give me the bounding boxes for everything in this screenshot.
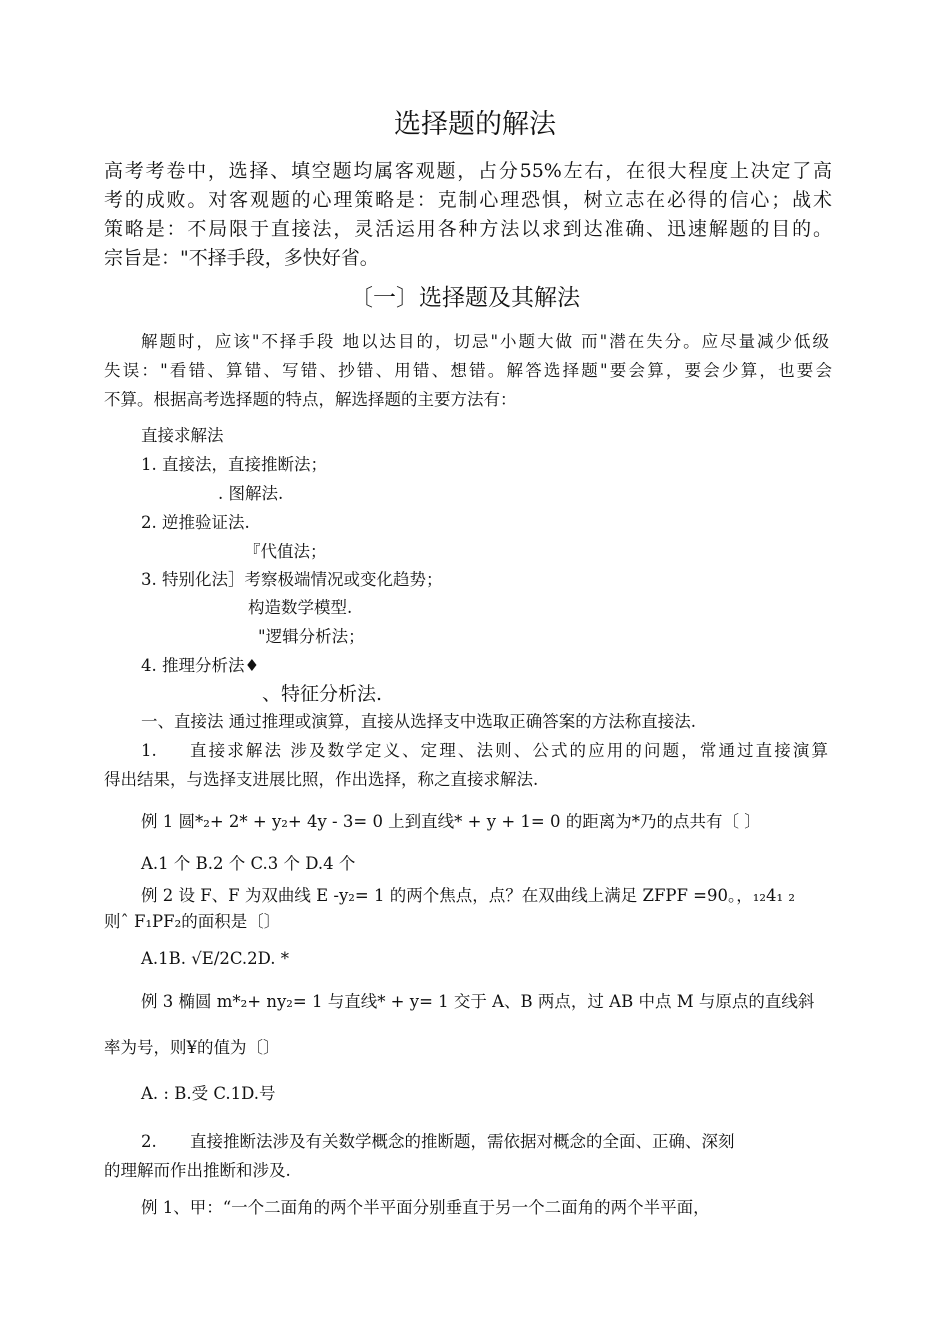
paragraph-line: 解题时，应该"不择手段 地以达目的，切忌"小题大做 而"潜在失分。应尽量减少低级	[141, 332, 829, 351]
example-question: 则ˆ F₁PF₂的面积是〔〕	[104, 912, 281, 931]
example-options: A. : B.受 C.1D.号	[141, 1084, 276, 1103]
intro-line: 考的成败。对客观题的心理策略是：克制心理恐惧，树立志在必得的信心；战术	[104, 189, 832, 211]
outline-root: 直接求解法	[141, 426, 224, 445]
paragraph-line: 直接推断法涉及有关数学概念的推断题，需依据对概念的全面、正确、深刻	[190, 1132, 735, 1151]
outline-subitem: 构造数学模型.	[248, 598, 353, 617]
outline-item: 1. 直接法，直接推断法；	[141, 455, 327, 474]
example-options: A.1B. √E/2C.2D. *	[141, 949, 290, 968]
paragraph-line: 得出结果，与选择支进展比照，作出选择，称之直接求解法.	[104, 770, 539, 789]
intro-line: 高考考卷中，选择、填空题均属客观题，占分55%左右，在很大程度上决定了高	[104, 160, 832, 182]
outline-item: 4. 推理分析法♦	[141, 656, 260, 675]
section-heading: 〔一〕选择题及其解法	[350, 285, 580, 311]
page-title: 选择题的解法	[394, 109, 556, 140]
example-question: 例 1、甲：“一个二面角的两个半平面分别垂直于另一个二面角的两个半平面，	[141, 1198, 710, 1217]
paragraph-line: 不算。根据高考选择题的特点，解选择题的主要方法有：	[104, 390, 517, 409]
intro-line: 策略是：不局限于直接法，灵活运用各种方法以求到达准确、迅速解题的目的。	[104, 218, 832, 240]
example-options: A.1 个 B.2 个 C.3 个 D.4 个	[141, 854, 356, 873]
outline-subitem: 『代值法；	[244, 542, 327, 561]
item-number: 2.	[141, 1132, 157, 1151]
paragraph-line: 失误："看错、算错、写错、抄错、用错、想错。解答选择题"要会算，要会少算，也要会	[104, 361, 832, 380]
outline-subitem: 、特征分析法.	[262, 683, 383, 705]
paragraph-line: 的理解而作出推断和涉及.	[104, 1161, 291, 1180]
outline-item: 3. 特别化法］考察极端情况或变化趋势；	[141, 570, 443, 589]
outline-subitem: "逻辑分析法；	[258, 627, 365, 646]
example-question: 例 2 设 F、F 为双曲线 E -y₂= 1 的两个焦点，点？在双曲线上满足 ZFPF =90。，₁₂4₁ ₂	[141, 886, 795, 905]
method-definition: 一、直接法 通过推理或演算，直接从选择支中选取正确答案的方法称直接法.	[141, 712, 696, 731]
example-question: 例 1 圆*₂+ 2* + y₂+ 4y - 3= 0 上到直线* + y + 1= 0 的距离为*乃的点共有〔 〕	[141, 812, 761, 831]
outline-item: 2. 逆推验证法.	[141, 513, 250, 532]
item-number: 1.	[141, 741, 157, 760]
example-question: 例 3 椭圆 m*₂+ ny₂= 1 与直线* + y= 1 交于 A、B 两点，过 AB 中点 M 与原点的直线斜	[141, 992, 815, 1011]
paragraph-line: 直接求解法 涉及数学定义、定理、法则、公式的应用的问题，常通过直接演算	[190, 741, 828, 760]
example-question: 率为号，则¥的值为〔〕	[104, 1038, 280, 1057]
intro-line: 宗旨是："不择手段，多快好省。	[104, 247, 379, 269]
outline-subitem: . 图解法.	[218, 484, 284, 503]
